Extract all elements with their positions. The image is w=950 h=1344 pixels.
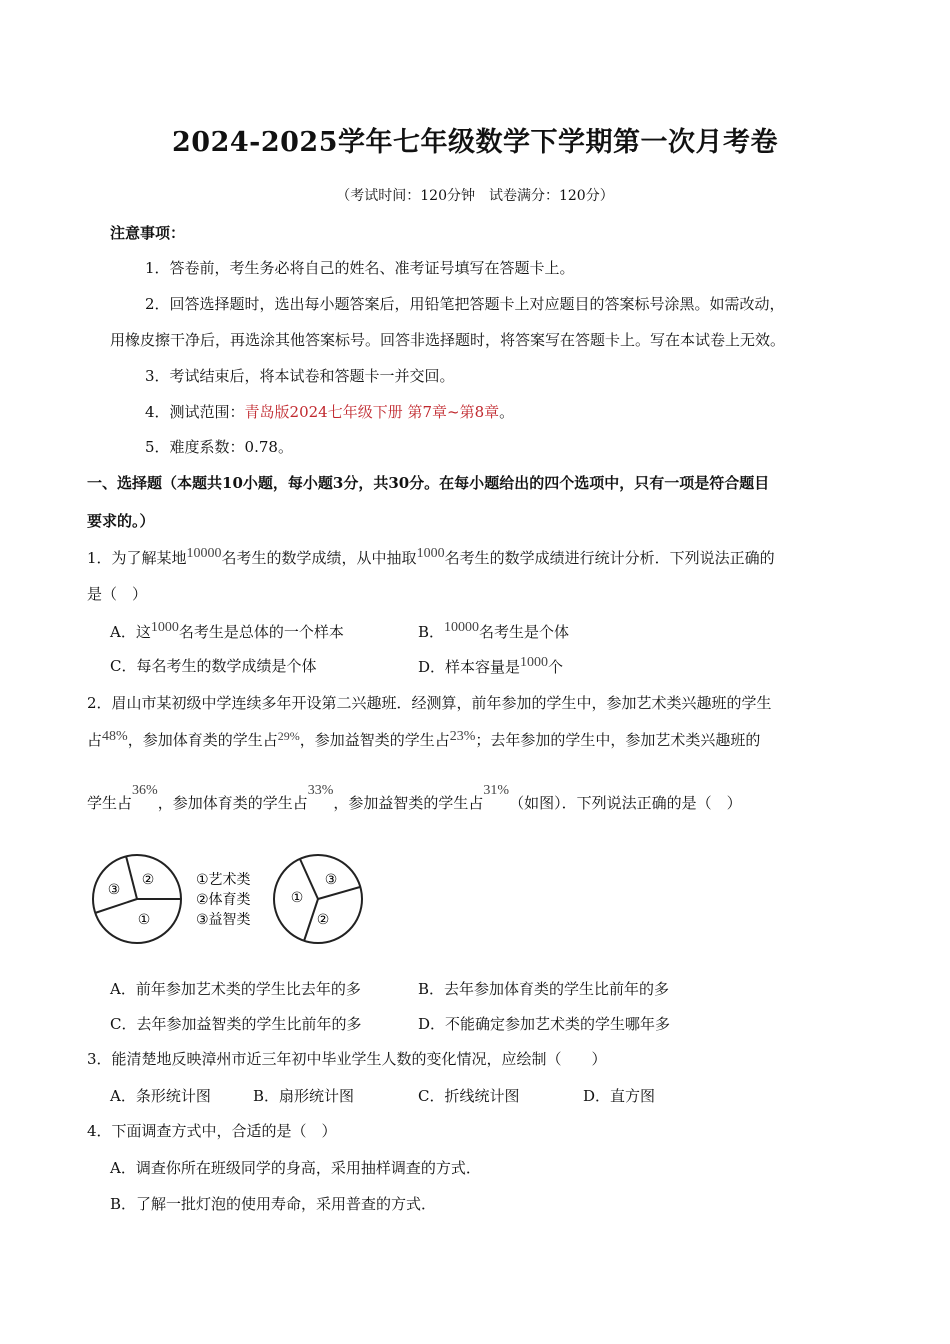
legend-item-puzzle: ③益智类 bbox=[196, 912, 251, 928]
exam-info: （考试时间：120分钟 试卷满分：120分） bbox=[336, 188, 614, 204]
q4-option-b: B．了解一批灯泡的使用寿命，采用普查的方式． bbox=[110, 1195, 437, 1213]
note-2a: 2．回答选择题时，选出每小题答案后，用铅笔把答题卡上对应题目的答案标号涂黑。如需改动， bbox=[145, 295, 785, 313]
q1-stem bbox=[87, 546, 775, 568]
legend-item-sport: ②体育类 bbox=[196, 892, 251, 908]
q3-stem: 3．能清楚地反映漳州市近三年初中毕业学生人数的变化情况，应绘制（ ） bbox=[87, 1050, 607, 1068]
q2-option-c: C．去年参加益智类的学生比前年的多 bbox=[110, 1015, 362, 1033]
q2-pct-4: 36% bbox=[132, 783, 158, 798]
q2-pct-5: 33% bbox=[307, 783, 334, 798]
q1-text-3: 名考生的数学成绩进行统计分析．下列说法正确的 bbox=[444, 549, 775, 567]
pie-chart-last-year bbox=[274, 855, 362, 943]
q1-a-pre: A．这 bbox=[110, 623, 151, 641]
q4-option-a: A．调查你所在班级同学的身高，采用抽样调查的方式． bbox=[110, 1159, 481, 1177]
pie-chart-prev-year bbox=[93, 855, 181, 943]
section-heading-a: 一、选择题（本题共10小题，每小题3分，共30分。在每小题给出的四个选项中，只有一项是符合题目 bbox=[87, 474, 770, 492]
note-4 bbox=[145, 401, 514, 422]
q2-l2a: 占 bbox=[87, 731, 103, 749]
q2-l2d: ；去年参加的学生中，参加艺术类兴趣班的 bbox=[475, 731, 761, 749]
q1-stem-end: 是（ ） bbox=[87, 585, 148, 603]
note-5: 5．难度系数：0.78。 bbox=[145, 438, 293, 456]
pie-charts-figure bbox=[90, 850, 380, 948]
q2-l3a: 学生占 bbox=[87, 794, 133, 812]
q2-l3d: （如图）．下列说法正确的是（ ） bbox=[509, 794, 742, 812]
q1-a-post: 名考生是总体的一个样本 bbox=[178, 623, 344, 641]
pie-label-art: ① bbox=[137, 912, 151, 928]
q1-b-post: 名考生是个体 bbox=[479, 623, 570, 641]
q1-option-b bbox=[418, 620, 569, 642]
q1-option-d bbox=[418, 655, 563, 677]
q3-option-b: B．扇形统计图 bbox=[253, 1087, 355, 1105]
q2-option-d: D．不能确定参加艺术类的学生哪年多 bbox=[418, 1015, 671, 1033]
pie-label-art: ① bbox=[290, 890, 304, 906]
q2-pct-1: 48% bbox=[102, 729, 128, 744]
pie-label-puzzle: ③ bbox=[324, 872, 338, 888]
legend-item-art: ①艺术类 bbox=[196, 872, 251, 888]
section-heading-b: 要求的。） bbox=[87, 512, 155, 530]
note-2b: 用橡皮擦干净后，再选涂其他答案标号。回答非选择题时，将答案写在答题卡上。写在本试卷上无效。 bbox=[110, 331, 786, 349]
q1-a-num: 1000 bbox=[150, 620, 179, 635]
q1-text-1: 1．为了解某地 bbox=[87, 549, 187, 567]
q3-option-d: D．直方图 bbox=[583, 1087, 656, 1105]
q2-pct-6: 31% bbox=[483, 783, 510, 798]
q1-d-post: 个 bbox=[548, 658, 564, 676]
q2-l3c: ，参加益智类的学生占 bbox=[333, 794, 484, 812]
q1-text-2: 名考生的数学成绩，从中抽取 bbox=[221, 549, 417, 567]
test-scope: 青岛版2024七年级下册 第7章~第8章 bbox=[244, 403, 500, 421]
pie-divider bbox=[318, 887, 360, 899]
q2-l3b: ，参加体育类的学生占 bbox=[157, 794, 308, 812]
q1-d-num: 1000 bbox=[520, 655, 549, 670]
q4-stem: 4．下面调查方式中，合适的是（ ） bbox=[87, 1122, 337, 1140]
note-4-suffix: 。 bbox=[499, 403, 515, 421]
pie-label-sport: ② bbox=[141, 872, 155, 888]
q2-stem-line3 bbox=[87, 783, 742, 813]
pie-label-sport: ② bbox=[316, 912, 330, 928]
q1-b-pre: B． bbox=[418, 623, 445, 641]
q2-option-a: A．前年参加艺术类的学生比去年的多 bbox=[110, 980, 361, 998]
q1-option-c: C．每名考生的数学成绩是个体 bbox=[110, 657, 317, 675]
pie-divider bbox=[95, 899, 137, 913]
notes-heading: 注意事项： bbox=[110, 224, 186, 242]
note-3: 3．考试结束后，将本试卷和答题卡一并交回。 bbox=[145, 367, 455, 385]
q2-pct-2: 29% bbox=[277, 729, 300, 743]
q1-b-num: 10000 bbox=[444, 620, 480, 635]
q1-num-1: 10000 bbox=[186, 546, 222, 561]
q3-option-a: A．条形统计图 bbox=[110, 1087, 211, 1105]
page-title: 2024-2025学年七年级数学下学期第一次月考卷 bbox=[172, 127, 778, 158]
q1-num-2: 1000 bbox=[416, 546, 445, 561]
q2-stem-line1: 2．眉山市某初级中学连续多年开设第二兴趣班．经测算，前年参加的学生中，参加艺术类兴趣班的学生 bbox=[87, 694, 772, 712]
q1-d-pre: D．样本容量是 bbox=[418, 658, 521, 676]
q1-option-a bbox=[110, 620, 344, 642]
pie-divider bbox=[126, 856, 137, 899]
q2-l2c: ，参加益智类的学生占 bbox=[299, 731, 450, 749]
q2-l2b: ，参加体育类的学生占 bbox=[127, 731, 278, 749]
q2-pct-3: 23% bbox=[449, 729, 476, 744]
q3-option-c: C．折线统计图 bbox=[418, 1087, 520, 1105]
note-1: 1．答卷前，考生务必将自己的姓名、准考证号填写在答题卡上。 bbox=[145, 259, 575, 277]
q2-stem-line2 bbox=[87, 729, 760, 750]
note-4-prefix: 4．测试范围： bbox=[145, 403, 245, 421]
q2-option-b: B．去年参加体育类的学生比前年的多 bbox=[418, 980, 670, 998]
pie-label-puzzle: ③ bbox=[107, 882, 121, 898]
pie-legend bbox=[196, 871, 251, 928]
